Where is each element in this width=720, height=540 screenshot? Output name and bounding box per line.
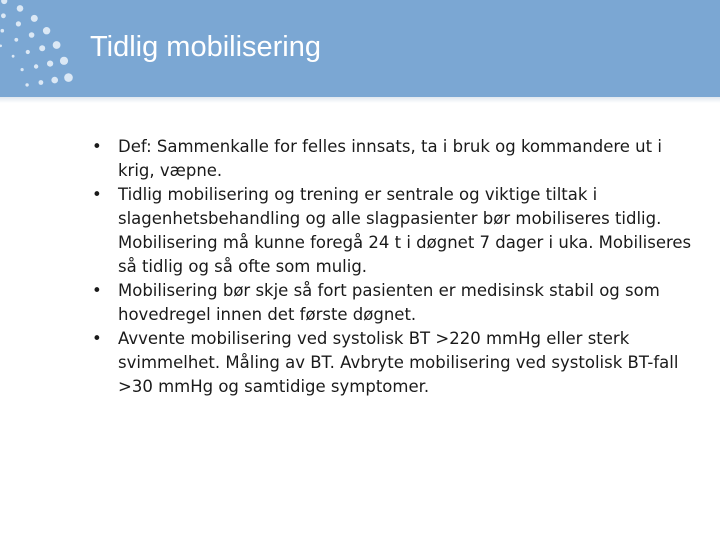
slide-title: Tidlig mobilisering (90, 31, 322, 63)
decorative-dot (39, 45, 45, 51)
bullet-marker: • (92, 329, 102, 348)
decorative-dot (21, 68, 24, 71)
bullet-item (92, 327, 692, 399)
decorative-dot (16, 21, 21, 26)
decorative-dot (39, 80, 44, 85)
decorative-dot (14, 38, 18, 42)
decorative-dot (31, 15, 38, 22)
bullet-text: Mobilisering bør skje så fort pasienten er medisinsk stabil og som hovedregel innen det første døgnet. (118, 281, 660, 324)
decorative-dot (51, 77, 58, 84)
decorative-dot (29, 32, 35, 38)
bullet-marker: • (92, 185, 102, 204)
decorative-dot (53, 41, 61, 49)
bullet-list (92, 135, 692, 399)
decorative-dot (60, 57, 68, 65)
decorative-dot (34, 64, 38, 68)
decorative-dot (1, 0, 7, 4)
decorative-dot (43, 27, 50, 34)
decorative-dot (25, 83, 28, 86)
bullet-marker: • (92, 281, 102, 300)
bullet-item (92, 183, 692, 279)
decorative-dot (0, 45, 2, 48)
header-divider (0, 97, 720, 103)
bullet-text: Tidlig mobilisering og trening er sentrale og viktige tiltak i slagenhetsbehandling og alle slagpasienter bør mobiliseres tidlig. Mobilisering må kunne foregå 24 t i døgnet 7 dager i uka. Mobiliseres så tidlig og så ofte som mulig. (118, 185, 692, 276)
slide-header (0, 0, 720, 97)
decorative-dot (64, 73, 73, 82)
bullet-marker: • (92, 137, 102, 156)
bullet-text: Def: Sammenkalle for felles innsats, ta i bruk og kommandere ut i krig, væpne. (118, 137, 662, 180)
decorative-dot (47, 61, 53, 67)
decorative-dot (26, 50, 30, 54)
decorative-dot (17, 5, 24, 12)
decorative-dots-graphic (0, 0, 100, 97)
bullet-text: Avvente mobilisering ved systolisk BT >220 mmHg eller sterk svimmelhet. Måling av BT. Avbryte mobilisering ved systolisk BT-fall >30 mmHg og samtidige symptomer. (118, 329, 679, 396)
bullet-item (92, 135, 692, 183)
bullet-item (92, 279, 692, 327)
decorative-dot (1, 13, 6, 18)
decorative-dot (12, 55, 15, 58)
decorative-dot (1, 29, 5, 33)
